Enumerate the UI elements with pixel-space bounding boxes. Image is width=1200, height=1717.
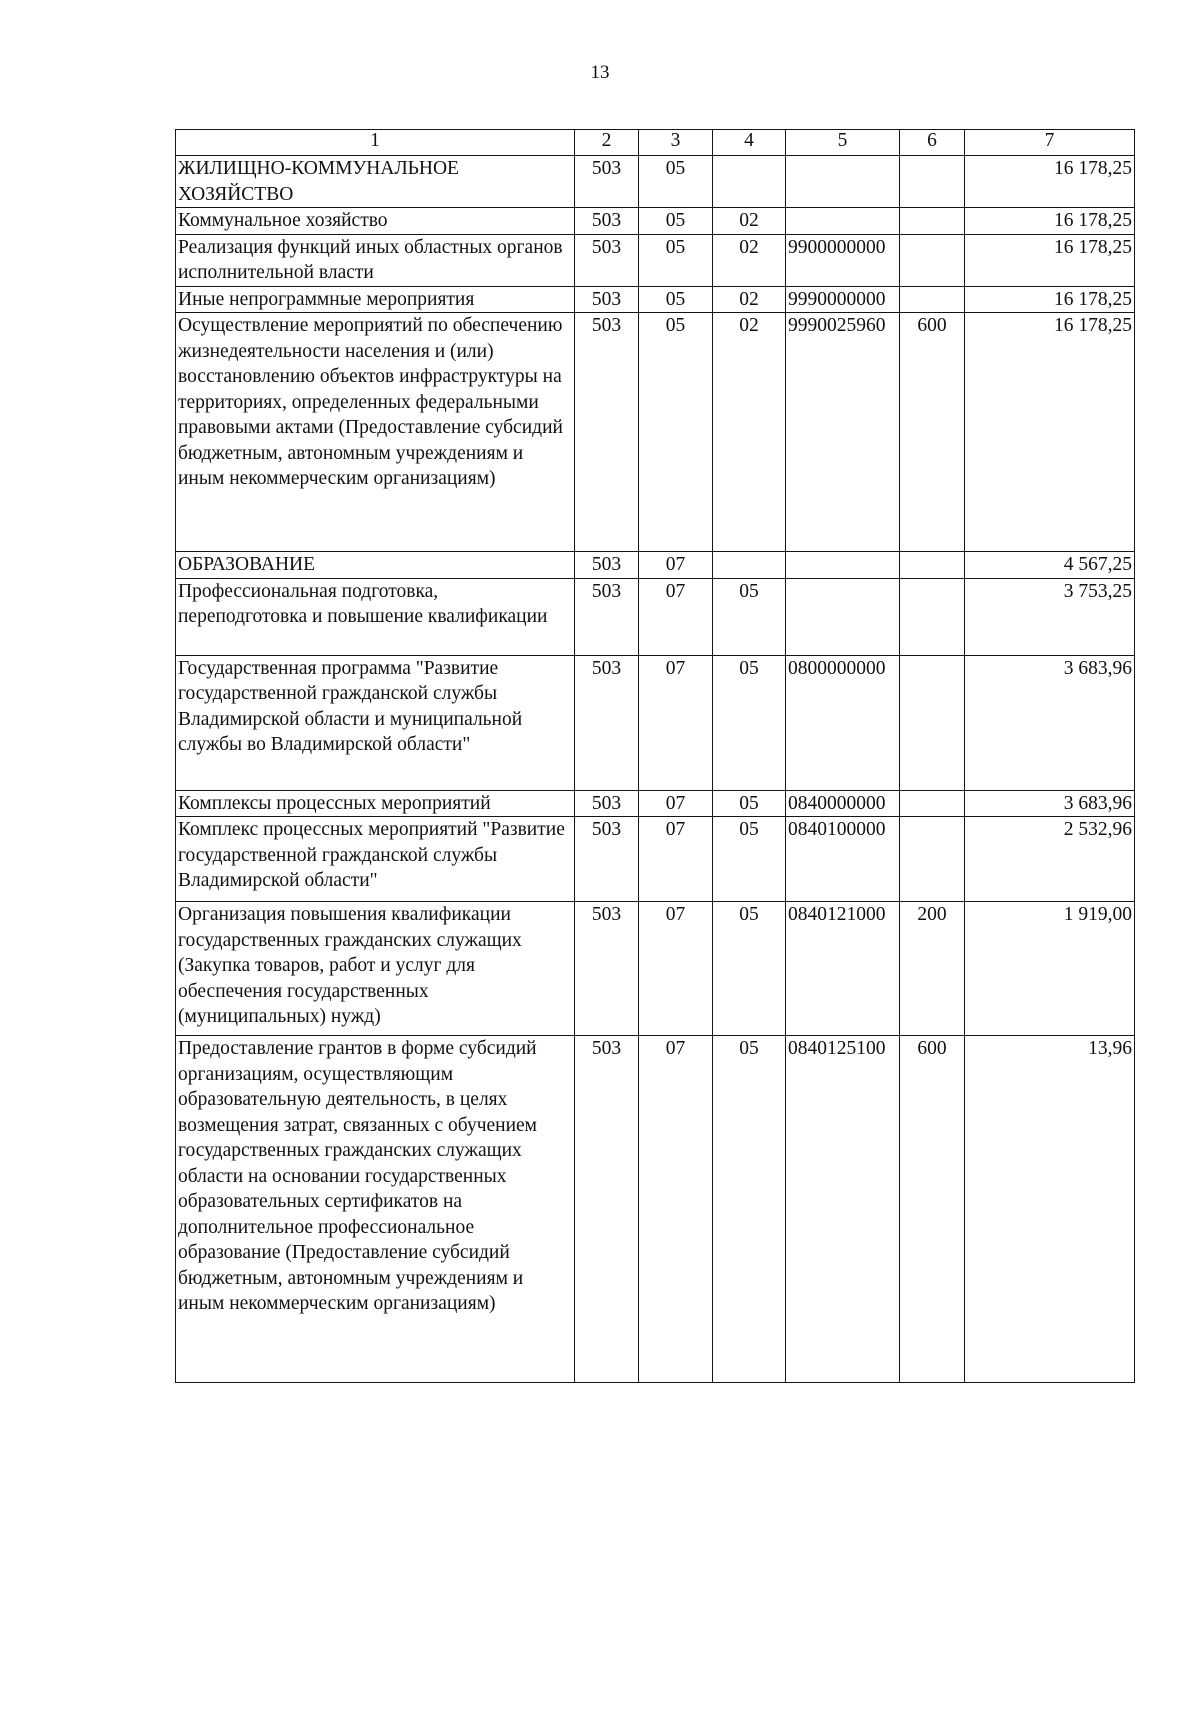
row-section: 05 <box>639 156 713 208</box>
row-ministry: 503 <box>575 817 639 902</box>
row-subsection <box>713 156 786 208</box>
row-subsection <box>713 552 786 579</box>
row-target: 0800000000 <box>786 655 900 790</box>
table-row <box>176 790 1135 817</box>
row-name: Комплекс процессных мероприятий "Развитие государственной гражданской службы Владимирской области" <box>176 817 575 902</box>
row-amount: 1 919,00 <box>965 902 1135 1036</box>
table-header-row <box>176 130 1135 156</box>
row-target: 9990000000 <box>786 286 900 313</box>
header-col-5: 5 <box>786 130 900 156</box>
row-expense-type <box>900 790 965 817</box>
row-expense-type <box>900 578 965 655</box>
header-col-2: 2 <box>575 130 639 156</box>
row-section: 07 <box>639 578 713 655</box>
row-expense-type <box>900 655 965 790</box>
row-target: 0840125100 <box>786 1036 900 1383</box>
table-row <box>176 208 1135 235</box>
row-amount: 16 178,25 <box>965 156 1135 208</box>
table-row <box>176 655 1135 790</box>
row-ministry: 503 <box>575 655 639 790</box>
row-amount: 2 532,96 <box>965 817 1135 902</box>
row-amount: 16 178,25 <box>965 208 1135 235</box>
row-target <box>786 208 900 235</box>
row-subsection: 05 <box>713 655 786 790</box>
row-section: 07 <box>639 817 713 902</box>
row-expense-type: 600 <box>900 313 965 552</box>
row-ministry: 503 <box>575 1036 639 1383</box>
row-amount: 16 178,25 <box>965 313 1135 552</box>
row-name: Профессиональная подготовка, переподготовка и повышение квалификации <box>176 578 575 655</box>
budget-table <box>175 129 1135 1383</box>
row-subsection: 05 <box>713 902 786 1036</box>
row-ministry: 503 <box>575 156 639 208</box>
row-section: 05 <box>639 286 713 313</box>
table-row <box>176 156 1135 208</box>
row-name: Осуществление мероприятий по обеспечению жизнедеятельности населения и (или) восстановлению объектов инфраструктуры на территориях, определенных федеральными правовыми актами (Предоставление субсидий бюджетным, автономным учреждениям и иным некоммерческим организациям) <box>176 313 575 552</box>
row-subsection: 05 <box>713 790 786 817</box>
table-row <box>176 552 1135 579</box>
row-name: ОБРАЗОВАНИЕ <box>176 552 575 579</box>
row-name: Организация повышения квалификации государственных гражданских служащих (Закупка товаров, работ и услуг для обеспечения государственных (муниципальных) нужд) <box>176 902 575 1036</box>
row-name: Коммунальное хозяйство <box>176 208 575 235</box>
header-col-3: 3 <box>639 130 713 156</box>
row-target <box>786 552 900 579</box>
row-amount: 13,96 <box>965 1036 1135 1383</box>
row-subsection: 02 <box>713 313 786 552</box>
row-amount: 3 753,25 <box>965 578 1135 655</box>
row-name: Государственная программа "Развитие государственной гражданской службы Владимирской области и муниципальной службы во Владимирской области" <box>176 655 575 790</box>
row-target: 0840121000 <box>786 902 900 1036</box>
row-section: 07 <box>639 552 713 579</box>
row-section: 07 <box>639 902 713 1036</box>
row-expense-type <box>900 234 965 286</box>
table-row <box>176 286 1135 313</box>
row-expense-type <box>900 286 965 313</box>
row-subsection: 05 <box>713 578 786 655</box>
table-row <box>176 1036 1135 1383</box>
table-row <box>176 817 1135 902</box>
row-expense-type <box>900 208 965 235</box>
row-ministry: 503 <box>575 208 639 235</box>
row-subsection: 05 <box>713 817 786 902</box>
table-row <box>176 578 1135 655</box>
header-col-4: 4 <box>713 130 786 156</box>
row-section: 07 <box>639 655 713 790</box>
row-subsection: 02 <box>713 208 786 235</box>
row-ministry: 503 <box>575 286 639 313</box>
table-row <box>176 313 1135 552</box>
header-col-7: 7 <box>965 130 1135 156</box>
row-amount: 4 567,25 <box>965 552 1135 579</box>
row-subsection: 02 <box>713 286 786 313</box>
row-section: 05 <box>639 208 713 235</box>
row-section: 05 <box>639 234 713 286</box>
row-target: 9990025960 <box>786 313 900 552</box>
row-subsection: 05 <box>713 1036 786 1383</box>
page-number: 13 <box>590 62 610 83</box>
row-ministry: 503 <box>575 790 639 817</box>
row-ministry: 503 <box>575 313 639 552</box>
header-col-6: 6 <box>900 130 965 156</box>
row-target: 9900000000 <box>786 234 900 286</box>
row-expense-type <box>900 156 965 208</box>
row-amount: 3 683,96 <box>965 790 1135 817</box>
row-name: Иные непрограммные мероприятия <box>176 286 575 313</box>
row-target: 0840000000 <box>786 790 900 817</box>
row-name: ЖИЛИЩНО-КОММУНАЛЬНОЕ ХОЗЯЙСТВО <box>176 156 575 208</box>
row-ministry: 503 <box>575 552 639 579</box>
table-row <box>176 902 1135 1036</box>
row-expense-type <box>900 817 965 902</box>
row-section: 07 <box>639 1036 713 1383</box>
row-section: 07 <box>639 790 713 817</box>
row-expense-type: 600 <box>900 1036 965 1383</box>
row-ministry: 503 <box>575 234 639 286</box>
row-name: Реализация функций иных областных органов исполнительной власти <box>176 234 575 286</box>
row-subsection: 02 <box>713 234 786 286</box>
row-ministry: 503 <box>575 578 639 655</box>
row-amount: 16 178,25 <box>965 286 1135 313</box>
header-col-1: 1 <box>176 130 575 156</box>
row-target <box>786 156 900 208</box>
row-section: 05 <box>639 313 713 552</box>
table-row <box>176 234 1135 286</box>
row-target: 0840100000 <box>786 817 900 902</box>
row-expense-type: 200 <box>900 902 965 1036</box>
row-name: Предоставление грантов в форме субсидий организациям, осуществляющим образовательную деятельность, в целях возмещения затрат, связанных с обучением государственных гражданских служащих области на основании государственных образовательных сертификатов на дополнительное профессиональное образование (Предоставление субсидий бюджетным, автономным учреждениям и иным некоммерческим организациям) <box>176 1036 575 1383</box>
row-amount: 3 683,96 <box>965 655 1135 790</box>
row-name: Комплексы процессных мероприятий <box>176 790 575 817</box>
row-expense-type <box>900 552 965 579</box>
row-amount: 16 178,25 <box>965 234 1135 286</box>
row-target <box>786 578 900 655</box>
row-ministry: 503 <box>575 902 639 1036</box>
